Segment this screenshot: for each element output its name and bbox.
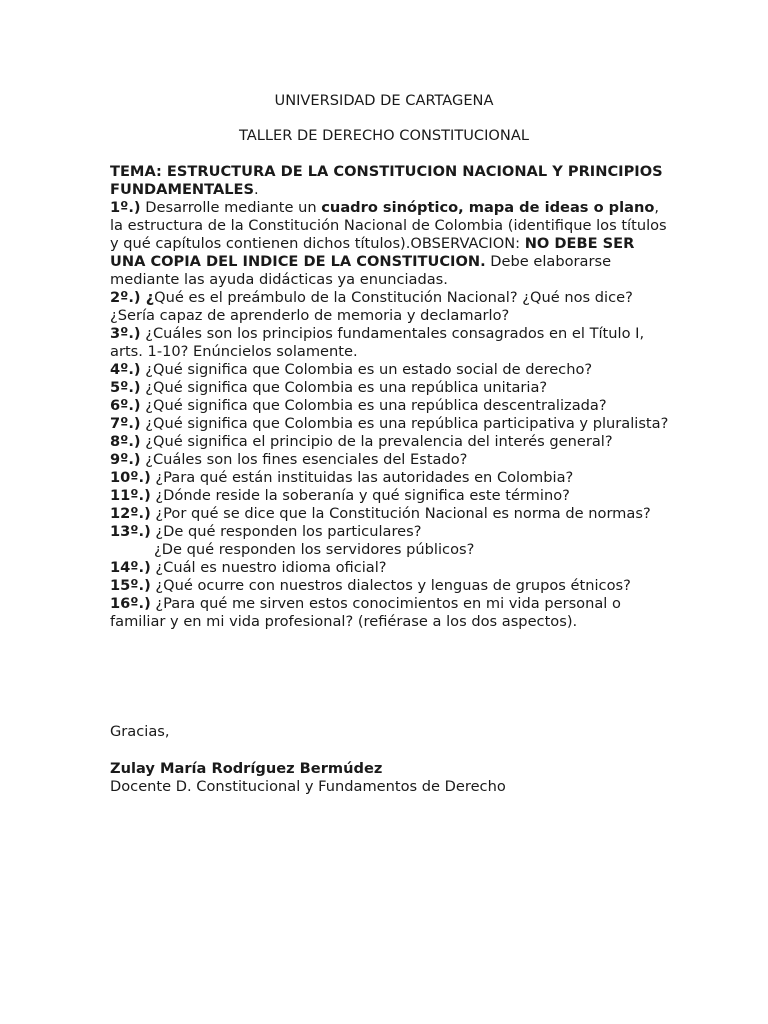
signature-role: Docente D. Constitucional y Fundamentos de Derecho bbox=[110, 778, 506, 795]
question-5: 5º.) ¿Qué significa que Colombia es una república unitaria? bbox=[110, 379, 548, 396]
question-16: 16º.) ¿Para qué me sirven estos conocimientos en mi vida personal o familiar y en mi vida profesional? (refiérase a los dos aspectos). bbox=[110, 595, 621, 630]
question-2: 2º.) ¿Qué es el preámbulo de la Constitución Nacional? ¿Qué nos dice? ¿Sería capaz de aprenderlo de memoria y declamarlo? bbox=[110, 289, 633, 324]
question-number: 13º.) bbox=[110, 523, 151, 540]
question-1: 1º.) Desarrolle mediante un cuadro sinóptico, mapa de ideas o plano, la estructura de la Constitución Nacional de Colombia (identifique los títulos y qué capítulos contienen dichos títulos).OBSERVACION: NO DEBE SER UNA COPIA DEL INDICE DE LA CONSTITUCION. Debe elaborarse mediante las ayuda didácticas ya enunciadas. bbox=[110, 199, 667, 288]
tema-line: TEMA: ESTRUCTURA DE LA CONSTITUCION NACIONAL Y PRINCIPIOS FUNDAMENTALES. bbox=[110, 163, 663, 198]
question-number: 6º.) bbox=[110, 397, 141, 414]
question-number: 9º.) bbox=[110, 451, 141, 468]
question-7: 7º.) ¿Qué significa que Colombia es una república participativa y pluralista? bbox=[110, 415, 669, 432]
question-13b: ¿De qué responden los servidores públicos? bbox=[154, 541, 475, 558]
question-3: 3º.) ¿Cuáles son los principios fundamentales consagrados en el Título I, arts. 1-10? Enúncielos solamente. bbox=[110, 325, 645, 360]
question-number: 14º.) bbox=[110, 559, 151, 576]
question-number: 16º.) bbox=[110, 595, 151, 612]
question-4: 4º.) ¿Qué significa que Colombia es un estado social de derecho? bbox=[110, 361, 593, 378]
question-number: 1º.) bbox=[110, 199, 141, 216]
question-number: 3º.) bbox=[110, 325, 141, 342]
university-title: UNIVERSIDAD DE CARTAGENA bbox=[274, 92, 494, 109]
question-number: 10º.) bbox=[110, 469, 151, 486]
question-number: 8º.) bbox=[110, 433, 141, 450]
question-number: 12º.) bbox=[110, 505, 151, 522]
question-number: 4º.) bbox=[110, 361, 141, 378]
question-13: 13º.) ¿De qué responden los particulares? bbox=[110, 523, 422, 540]
question-12: 12º.) ¿Por qué se dice que la Constitución Nacional es norma de normas? bbox=[110, 505, 651, 522]
question-11: 11º.) ¿Dónde reside la soberanía y qué significa este término? bbox=[110, 487, 570, 504]
question-number: 11º.) bbox=[110, 487, 151, 504]
signature-name: Zulay María Rodríguez Bermúdez bbox=[110, 760, 383, 777]
workshop-title: TALLER DE DERECHO CONSTITUCIONAL bbox=[239, 127, 529, 144]
question-9: 9º.) ¿Cuáles son los fines esenciales del Estado? bbox=[110, 451, 468, 468]
question-number: 5º.) bbox=[110, 379, 141, 396]
question-8: 8º.) ¿Qué significa el principio de la prevalencia del interés general? bbox=[110, 433, 613, 450]
question-number: 7º.) bbox=[110, 415, 141, 432]
question-15: 15º.) ¿Qué ocurre con nuestros dialectos y lenguas de grupos étnicos? bbox=[110, 577, 631, 594]
tema-text: TEMA: ESTRUCTURA DE LA CONSTITUCION NACIONAL Y PRINCIPIOS FUNDAMENTALES bbox=[110, 163, 663, 198]
question-14: 14º.) ¿Cuál es nuestro idioma oficial? bbox=[110, 559, 387, 576]
closing-text: Gracias, bbox=[110, 723, 170, 740]
question-number: 2º.) bbox=[110, 289, 141, 306]
document-body bbox=[110, 163, 670, 631]
question-number: 15º.) bbox=[110, 577, 151, 594]
question-6: 6º.) ¿Qué significa que Colombia es una república descentralizada? bbox=[110, 397, 607, 414]
question-10: 10º.) ¿Para qué están instituidas las autoridades en Colombia? bbox=[110, 469, 574, 486]
